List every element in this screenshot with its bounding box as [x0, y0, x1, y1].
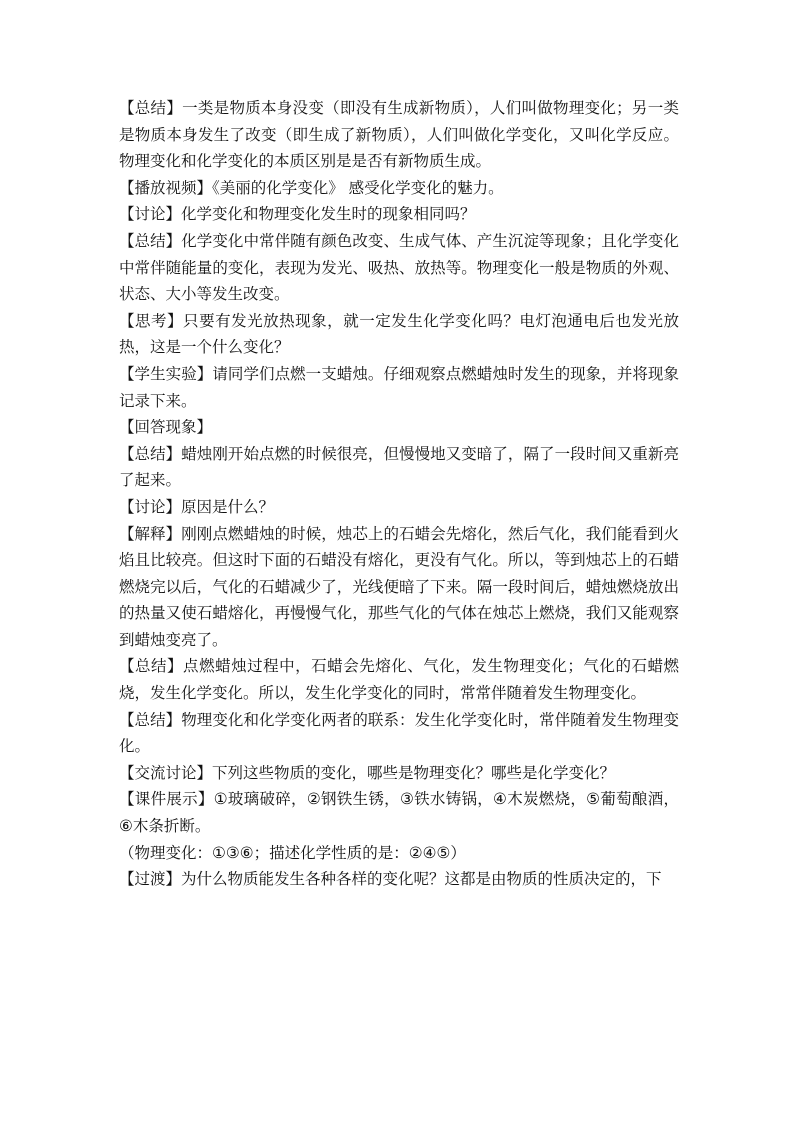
paragraph-courseware-display: 【课件展示】①玻璃破碎，②钢铁生锈，③铁水铸锅，④木炭燃烧，⑤葡萄酿酒，⑥木条折断。	[119, 790, 679, 836]
paragraph-explanation: 【解释】刚刚点燃蜡烛的时候，烛芯上的石蜡会先熔化，然后气化，我们能看到火焰且比较亮。但这时下面的石蜡没有熔化，更没有气化。所以，等到烛芯上的石蜡燃烧完以后，气化的石蜡减少了，光线便暗了下来。隔一段时间后，蜡烛燃烧放出的热量又使石蜡熔化，再慢慢气化，那些气化的气体在烛芯上燃烧，我们又能观察到蜡烛变亮了。	[119, 524, 679, 649]
paragraph-summary-definitions: 【总结】一类是物质本身没变（即没有生成新物质），人们叫做物理变化；另一类是物质本身发生了改变（即生成了新物质），人们叫做化学变化，又叫化学反应。物理变化和化学变化的本质区别是是否有新物质生成。	[119, 99, 679, 171]
paragraph-summary-candle-process: 【总结】点燃蜡烛过程中，石蜡会先熔化、气化，发生物理变化；气化的石蜡燃烧，发生化学变化。所以，发生化学变化的同时，常常伴随着发生物理变化。	[119, 657, 679, 703]
paragraph-exchange-discussion: 【交流讨论】下列这些物质的变化，哪些是物理变化？哪些是化学变化？	[119, 763, 616, 782]
paragraph-summary-relationship: 【总结】物理变化和化学变化两者的联系：发生化学变化时，常伴随着发生物理变化。	[119, 710, 679, 756]
paragraph-discussion-cause: 【讨论】原因是什么？	[119, 497, 275, 516]
document-body	[119, 95, 679, 893]
paragraph-answer-phenomena: 【回答现象】	[119, 418, 213, 437]
paragraph-transition: 【过渡】为什么物质能发生各种各样的变化呢？这都是由物质的性质决定的，下	[119, 870, 662, 889]
paragraph-summary-candle: 【总结】蜡烛刚开始点燃的时候很亮，但慢慢地又变暗了，隔了一段时间又重新亮了起来。	[119, 444, 679, 490]
paragraph-summary-phenomena: 【总结】化学变化中常伴随有颜色改变、生成气体、产生沉淀等现象；且化学变化中常伴随能量的变化，表现为发光、吸热、放热等。物理变化一般是物质的外观、状态、大小等发生改变。	[119, 231, 679, 304]
paragraph-student-experiment: 【学生实验】请同学们点燃一支蜡烛。仔细观察点燃蜡烛时发生的现象，并将现象记录下来。	[119, 364, 679, 410]
paragraph-discussion-phenomena: 【讨论】化学变化和物理变化发生时的现象相同吗？	[119, 205, 476, 224]
paragraph-thinking-question: 【思考】只要有发光放热现象，就一定发生化学变化吗？电灯泡通电后也发光放热，这是一个什么变化？	[119, 311, 679, 357]
paragraph-play-video: 【播放视频】《美丽的化学变化》 感受化学变化的魅力。	[119, 178, 504, 197]
paragraph-answer-key: （物理变化：①③⑥；描述化学性质的是：②④⑤）	[119, 843, 466, 862]
